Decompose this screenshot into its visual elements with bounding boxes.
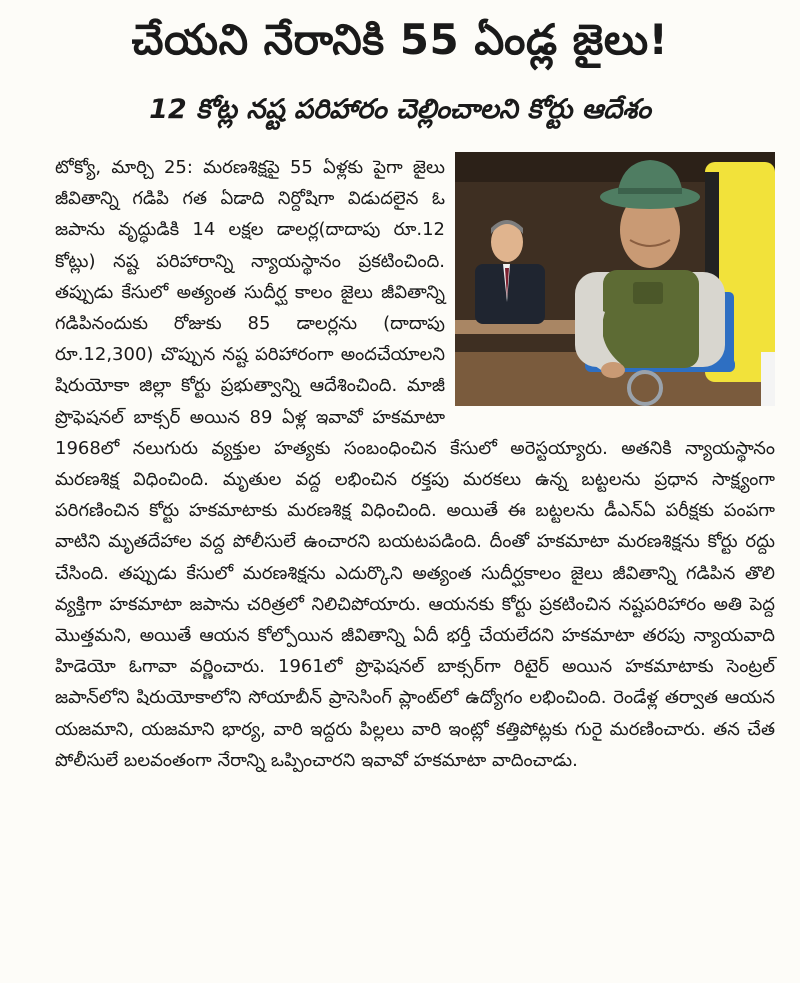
- article-body: [55, 152, 775, 974]
- article-text: టోక్యో, మార్చి 25: మరణశిక్షపై 55 ఏళ్లకు పైగా జైలు జీవితాన్ని గడిపి గత ఏడాది నిర్దోషిగా విడుదలైన ఓ జపాను వృద్ధుడికి 14 లక్షల డాలర్ల(దాదాపు రూ.12 కోట్లు) నష్ట పరిహారాన్ని న్యాయస్థానం ప్రకటించింది. తప్పుడు కేసులో అత్యంత సుదీర్ఘ కాలం జైలు జీవితాన్ని గడిపినందుకు రోజుకు 85 డాలర్లను (దాదాపు రూ.12,300) చొప్పున నష్ట పరిహారంగా అందచేయాలని షిరుయోకా జిల్లా కోర్టు ప్రభుత్వాన్ని ఆదేశించింది. మాజీ ప్రొఫెషనల్ బాక్సర్ అయిన 89 ఏళ్ల ఇవావో హకమాటా 1968లో నలుగురు వ్యక్తుల హత్యకు సంబంధించిన కేసులో అరెస్టయ్యారు. అతనికి న్యాయస్థానం మరణశిక్ష విధించింది. మృతుల వద్ద లభించిన రక్తపు మరకలు ఉన్న బట్టలను ప్రధాన సాక్ష్యంగా పరిగణించిన కోర్టు హకమాటాకు మరణశిక్ష విధించింది. అయితే ఈ బట్టలను డీఎన్ఏ పరీక్షకు పంపగా వాటిని మృతదేహాల వద్ద పోలీసులే ఉంచారని బయటపడింది. దీంతో హకమాటా మరణశిక్షను కోర్టు రద్దు చేసింది. తప్పుడు కేసులో మరణశిక్షను ఎదుర్కొని అత్యంత సుదీర్ఘకాలం జైలు జీవితాన్ని గడిపిన తొలి వ్యక్తిగా హకమాటా జపాను చరిత్రలో నిలిచిపోయారు. ఆయనకు కోర్టు ప్రకటించిన నష్టపరిహారం అతి పెద్ద మొత్తమని, అయితే ఆయన కోల్పోయిన జీవితాన్ని ఏదీ భర్తీ చేయలేదని హకమాటా తరపు న్యాయవాది హిడెయో ఓగావా వర్ణించారు. 1961లో ప్రొఫెషనల్ బాక్సర్‌గా రిటైర్ అయిన హకమాటాకు సెంట్రల్ జపాన్‌లోని షిరుయోకాలోని సోయాబీన్ ప్రాసెసింగ్ ప్లాంట్‌లో ఉద్యోగం లభించింది. రెండేళ్ల తర్వాత ఆయన యజమాని, యజమాని భార్య, వారి ఇద్దరు పిల్లలు వారి ఇంట్లో కత్తిపోట్లకు గురై మరణించారు. తన చేత పోలీసులే బలవంతంగా నేరాన్ని ఒప్పించారని ఇవావో హకమాటా వాదించాడు.: [55, 157, 775, 771]
- subheadline: 12 కోట్ల నష్ట పరిహారం చెల్లించాలని కోర్టు ఆదేశం: [149, 94, 651, 125]
- news-photo-illustration: [455, 152, 775, 406]
- news-photo: [455, 152, 775, 406]
- headline: చేయని నేరానికి 55 ఏండ్ల జైలు!: [131, 15, 669, 64]
